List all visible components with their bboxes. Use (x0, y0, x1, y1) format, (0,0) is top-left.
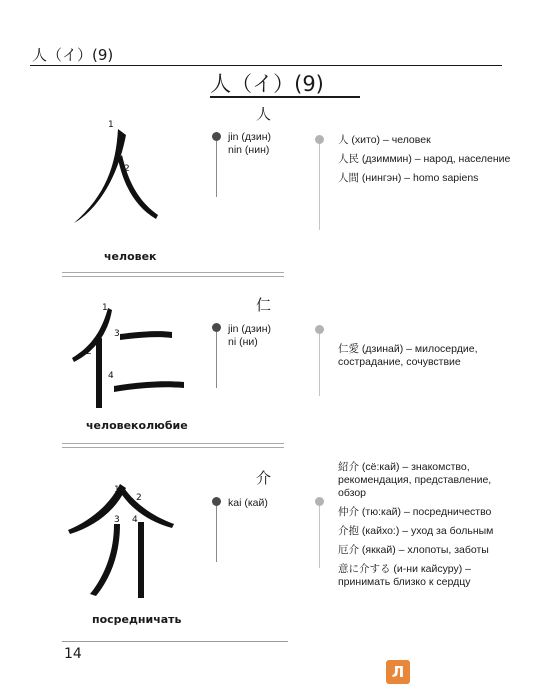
brush-stroke (138, 522, 144, 598)
kanji-brush-jin (62, 290, 212, 440)
stroke-number: 2 (136, 493, 142, 503)
words-pin (315, 325, 324, 396)
kanji-brush-kai (62, 470, 212, 620)
word-entry: 人民 (дзиммин) – народ, население (338, 153, 511, 165)
reading-pin (212, 497, 221, 562)
brush-stroke (74, 129, 126, 223)
stroke-number: 4 (108, 371, 114, 381)
kanji-meaning: посредничать (92, 613, 182, 626)
stroke-number: 1 (114, 485, 120, 495)
words-list (338, 461, 516, 595)
word-entry: 人 (хито) – человек (338, 134, 431, 146)
reading-pin (212, 132, 221, 197)
reading: kai (кай) (228, 497, 268, 509)
brush-stroke (114, 381, 184, 392)
readings-list (228, 497, 268, 510)
brush-stroke (72, 308, 112, 362)
publisher-logo-icon: Л (386, 660, 410, 684)
page-number: 14 (64, 646, 82, 662)
section-title-underline (210, 96, 360, 98)
brush-stroke (90, 524, 120, 596)
stroke-number: 3 (114, 515, 120, 525)
stroke-number: 3 (114, 329, 120, 339)
kanji-small: 介 (256, 469, 272, 487)
stroke-number: 2 (86, 347, 92, 357)
word-entry: 紹介 (сё:кай) – знакомство, рекомендация, представление, обзор (338, 461, 492, 499)
stroke-number: 4 (132, 515, 138, 525)
words-pin (315, 135, 324, 230)
kanji-small: 人 (256, 105, 272, 123)
header-rule (30, 65, 502, 66)
stroke-number: 1 (108, 120, 114, 130)
brush-stroke (120, 488, 174, 528)
word-entry: 介抱 (кайхо:) – уход за больным (338, 525, 494, 537)
brush-stroke (120, 331, 172, 340)
reading: jin (дзин) (228, 131, 272, 143)
readings-list (228, 323, 271, 349)
brush-stroke (96, 338, 102, 408)
stroke-number: 2 (124, 164, 130, 174)
readings-list (228, 131, 271, 157)
words-list (338, 134, 516, 191)
words-pin (315, 497, 324, 568)
stroke-number: 1 (102, 303, 108, 313)
reading-pin (212, 323, 221, 388)
reading: nin (нин) (228, 144, 270, 156)
word-entry: 人間 (нингэн) – homo sapiens (338, 172, 479, 184)
running-header: 人（イ）(9) (32, 46, 114, 64)
reading: jin (дзин) (228, 323, 272, 335)
entry-separator (62, 272, 284, 277)
word-entry: 仲介 (тю:кай) – посредничество (338, 506, 492, 518)
words-list (338, 343, 516, 375)
word-entry: 意に介する (и-ни кайсуру) – принимать близко к сердцу (338, 563, 471, 588)
kanji-meaning: человек (104, 250, 157, 263)
reading: ni (ни) (228, 336, 258, 348)
kanji-meaning: человеколюбие (86, 419, 188, 432)
kanji-small: 仁 (256, 296, 272, 314)
kanji-brush-hito (62, 115, 212, 265)
entry-separator (62, 443, 284, 448)
footer-rule (62, 641, 288, 642)
word-entry: 厄介 (яккай) – хлопоты, заботы (338, 544, 489, 556)
word-entry: 仁愛 (дзинай) – милосердие, сострадание, сочувствие (338, 343, 478, 368)
section-title: 人（イ）(9) (210, 72, 324, 96)
